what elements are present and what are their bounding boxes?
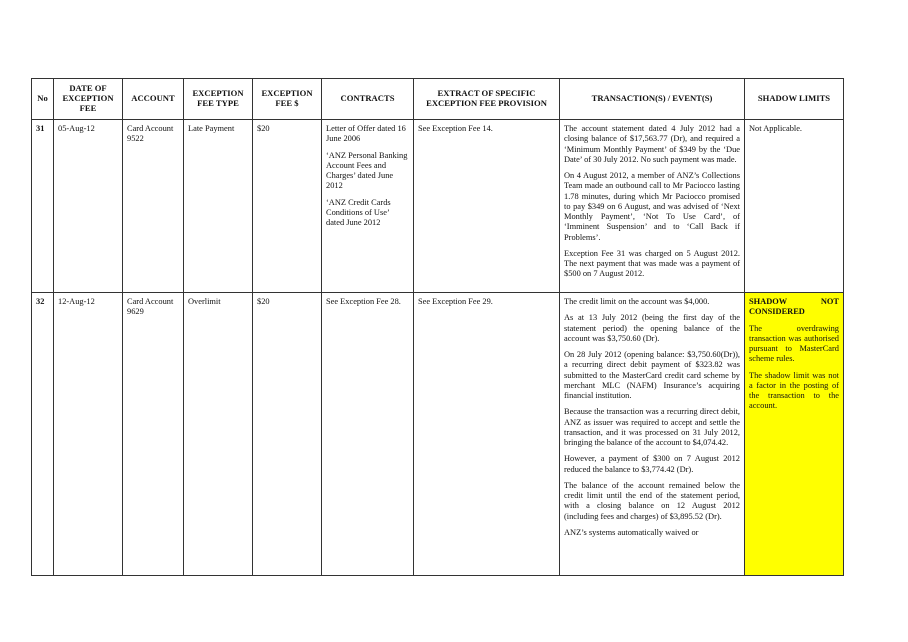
event-paragraph: As at 13 July 2012 (being the first day of the statement period) the opening balance of the account was $3,750.60 (Dr). xyxy=(564,313,740,343)
document-page xyxy=(31,78,843,576)
cell-shadow-limits xyxy=(745,293,844,576)
event-paragraph: The balance of the account remained below the credit limit until the end of the statement period, with a closing balance on 12 August 2012 (including fees and charges) of $3,895.52 (Dr). xyxy=(564,480,740,521)
event-paragraph: However, a payment of $300 on 7 August 2012 reduced the balance to $3,774.42 (Dr). xyxy=(564,454,740,474)
cell-events xyxy=(560,120,745,293)
table-row xyxy=(32,293,844,576)
cell-events xyxy=(560,293,745,576)
header-account: ACCOUNT xyxy=(123,79,184,120)
cell-fee-type: Overlimit xyxy=(184,293,253,576)
cell-contracts xyxy=(322,293,414,576)
header-contracts: CONTRACTS xyxy=(322,79,414,120)
header-date: DATE OF EXCEPTION FEE xyxy=(54,79,123,120)
shadow-paragraph: The shadow limit was not a factor in the posting of the transaction to the account. xyxy=(749,370,839,411)
cell-account: Card Account 9522 xyxy=(123,120,184,293)
contract-paragraph: ‘ANZ Credit Cards Conditions of Use’ dated June 2012 xyxy=(326,197,391,227)
contract-paragraph: ‘ANZ Personal Banking Account Fees and Charges’ dated June 2012 xyxy=(326,150,408,191)
cell-no: 31 xyxy=(32,120,54,293)
cell-provision: See Exception Fee 29. xyxy=(414,293,560,576)
cell-date: 05-Aug-12 xyxy=(54,120,123,293)
shadow-paragraph: The overdrawing transaction was authorised pursuant to MasterCard scheme rules. xyxy=(749,323,839,364)
cell-shadow-limits xyxy=(745,120,844,293)
table-header-row xyxy=(32,79,844,120)
exception-fee-table xyxy=(31,78,844,576)
shadow-status: Not Applicable. xyxy=(749,124,803,133)
event-paragraph: ANZ’s systems automatically waived or xyxy=(564,527,699,537)
shadow-status: SHADOW NOT CONSIDERED xyxy=(749,297,839,317)
event-paragraph: The account statement dated 4 July 2012 had a closing balance of $17,563.77 (Dr), and required a ‘Minimum Monthly Payment’ of $349 by the ‘Due Date’ of 30 July 2012. No such payment was made. xyxy=(564,124,740,164)
header-events: TRANSACTION(S) / EVENT(S) xyxy=(560,79,745,120)
cell-contracts xyxy=(322,120,414,293)
header-fee: EXCEPTION FEE $ xyxy=(253,79,322,120)
cell-fee: $20 xyxy=(253,293,322,576)
cell-account: Card Account 9629 xyxy=(123,293,184,576)
event-paragraph: On 28 July 2012 (opening balance: $3,750.60(Dr)), a recurring direct debit payment of $323.82 was submitted to the MasterCard credit card scheme by merchant MLC (NAFM) Insurance’s acquiring financial institution. xyxy=(564,350,740,400)
header-provision: EXTRACT OF SPECIFIC EXCEPTION FEE PROVISION xyxy=(414,79,560,120)
event-paragraph: Because the transaction was a recurring direct debit, ANZ as issuer was required to accept and settle the transaction, and it was processed on 31 July 2012, bringing the balance of the account to $4,074.42. xyxy=(564,407,740,447)
cell-fee: $20 xyxy=(253,120,322,293)
contract-paragraph: See Exception Fee 28. xyxy=(326,297,401,306)
cell-date: 12-Aug-12 xyxy=(54,293,123,576)
cell-fee-type: Late Payment xyxy=(184,120,253,293)
cell-no: 32 xyxy=(32,293,54,576)
contract-paragraph: Letter of Offer dated 16 June 2006 xyxy=(326,124,406,144)
table-row xyxy=(32,120,844,293)
event-paragraph: The credit limit on the account was $4,000. xyxy=(564,297,710,306)
event-paragraph: On 4 August 2012, a member of ANZ’s Collections Team made an outbound call to Mr Paciocco lasting 1.78 minutes, during which Mr Paciocco promised to pay $349 on 6 August, and was advised of ‘Next Monthly Payment’, ‘Not To Use Card’, of ‘Imminent Suspension’ and to ‘Call Back if Problems’. xyxy=(564,171,740,242)
event-paragraph: Exception Fee 31 was charged on 5 August 2012. The next payment that was made was a payment of $500 on 7 August 2012. xyxy=(564,248,740,279)
header-fee-type: EXCEPTION FEE TYPE xyxy=(184,79,253,120)
header-shadow-limits: SHADOW LIMITS xyxy=(745,79,844,120)
header-no: No xyxy=(32,79,54,120)
cell-provision: See Exception Fee 14. xyxy=(414,120,560,293)
